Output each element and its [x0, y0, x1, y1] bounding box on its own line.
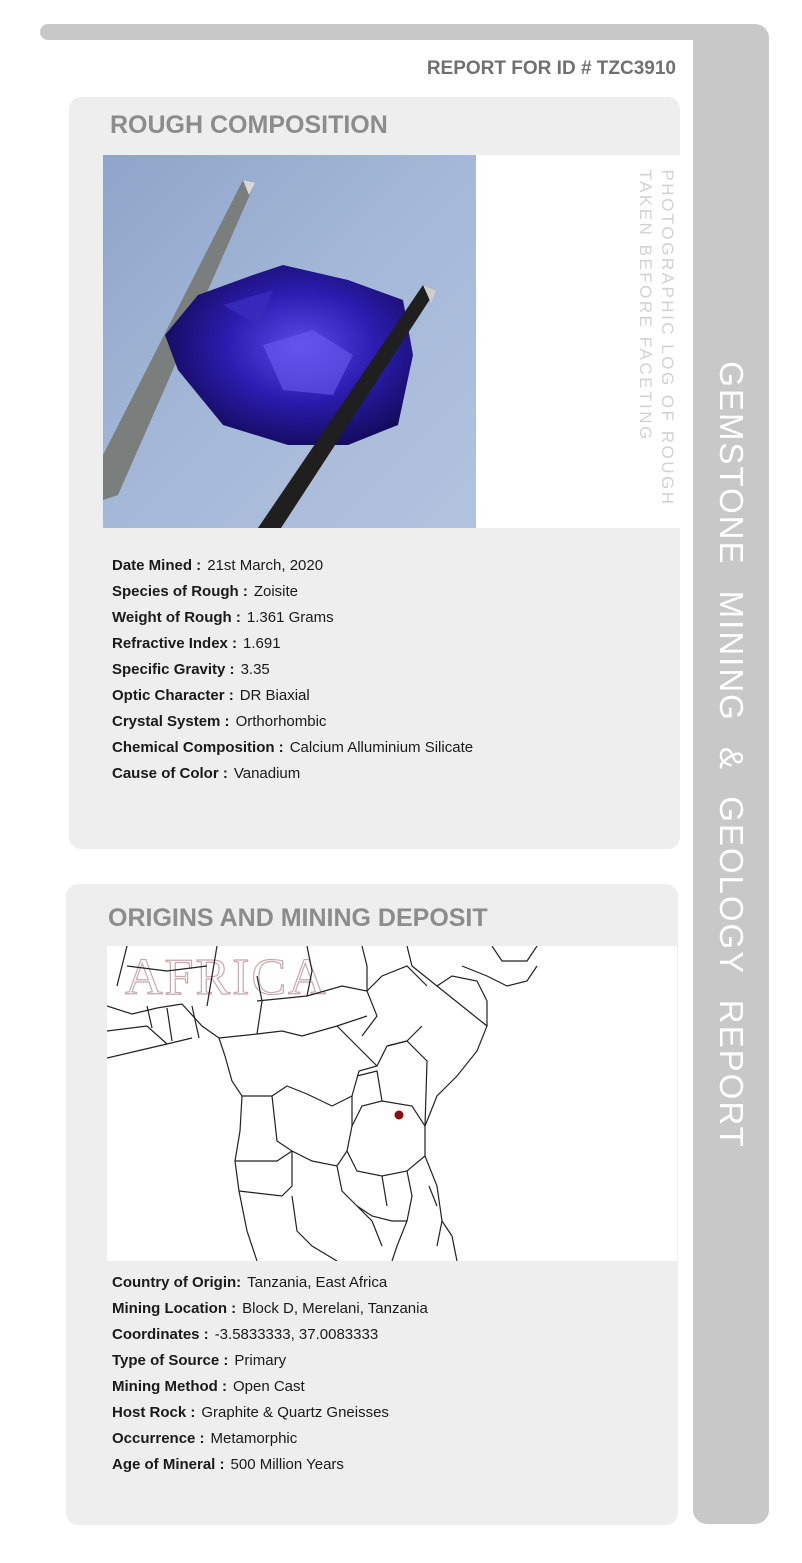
report-id: REPORT FOR ID # TZC3910 [426, 58, 676, 79]
spec-row [112, 709, 473, 735]
spec-label: Type of Source : [112, 1352, 229, 1369]
rough-gemstone-photo [103, 155, 476, 528]
photo-caption [634, 169, 678, 506]
rough-composition-title: ROUGH COMPOSITION [110, 111, 388, 139]
spec-row [112, 683, 473, 709]
spec-value: Metamorphic [210, 1430, 298, 1447]
spec-value: Calcium Alluminium Silicate [289, 739, 474, 756]
spec-label: Optic Character : [112, 687, 234, 704]
spec-label: Coordinates : [112, 1326, 209, 1343]
spec-value: 500 Million Years [230, 1456, 344, 1473]
map-label: AFRICA [125, 949, 328, 1006]
spec-row [112, 1452, 428, 1478]
report-side-title: GEMSTONE MINING & GEOLOGY REPORT [713, 361, 750, 1149]
photo-caption-line-1: PHOTOGRAPHIC LOG OF ROUGH [658, 169, 677, 507]
spec-value: Vanadium [233, 765, 301, 782]
spec-label: Mining Method : [112, 1378, 227, 1395]
spec-value: 1.691 [243, 635, 281, 652]
spec-label: Refractive Index : [112, 635, 238, 652]
spec-row [112, 579, 473, 605]
top-frame-bar [40, 24, 700, 40]
mining-location-marker [395, 1111, 404, 1120]
spec-label: Species of Rough : [112, 583, 248, 600]
spec-label: Weight of Rough : [112, 609, 241, 626]
spec-value: -3.5833333, 37.0083333 [214, 1326, 379, 1343]
spec-row [112, 735, 473, 761]
spec-row [112, 553, 473, 579]
spec-value: Orthorhombic [235, 713, 327, 730]
spec-label: Specific Gravity : [112, 661, 235, 678]
spec-label: Crystal System : [112, 713, 230, 730]
spec-row [112, 1296, 428, 1322]
africa-map [107, 946, 677, 1261]
spec-row [112, 1270, 428, 1296]
spec-label: Mining Location : [112, 1300, 237, 1317]
spec-value: DR Biaxial [239, 687, 310, 704]
spec-row [112, 605, 473, 631]
spec-label: Occurrence : [112, 1430, 205, 1447]
spec-value: Open Cast [232, 1378, 305, 1395]
spec-row [112, 761, 473, 787]
origins-title: ORIGINS AND MINING DEPOSIT [108, 904, 488, 932]
spec-label: Host Rock : [112, 1404, 196, 1421]
photo-caption-line-2: TAKEN BEFORE FACETING [636, 169, 655, 442]
spec-row [112, 657, 473, 683]
spec-value: Graphite & Quartz Gneisses [201, 1404, 389, 1421]
spec-row [112, 1400, 428, 1426]
spec-label: Country of Origin: [112, 1274, 242, 1291]
origin-map [107, 946, 677, 1261]
origins-specs-list [112, 1270, 428, 1478]
spec-value: 21st March, 2020 [207, 557, 324, 574]
spec-row [112, 631, 473, 657]
spec-value: Tanzania, East Africa [247, 1274, 388, 1291]
spec-value: Block D, Merelani, Tanzania [242, 1300, 428, 1317]
rough-photo-area [103, 155, 680, 528]
spec-label: Cause of Color : [112, 765, 228, 782]
spec-row [112, 1374, 428, 1400]
spec-row [112, 1426, 428, 1452]
spec-value: Zoisite [253, 583, 299, 600]
spec-value: 1.361 Grams [246, 609, 334, 626]
spec-value: 3.35 [240, 661, 270, 678]
spec-label: Chemical Composition : [112, 739, 284, 756]
spec-label: Age of Mineral : [112, 1456, 225, 1473]
spec-row [112, 1348, 428, 1374]
spec-row [112, 1322, 428, 1348]
spec-label: Date Mined : [112, 557, 202, 574]
spec-value: Primary [234, 1352, 287, 1369]
rough-specs-list [112, 553, 473, 787]
